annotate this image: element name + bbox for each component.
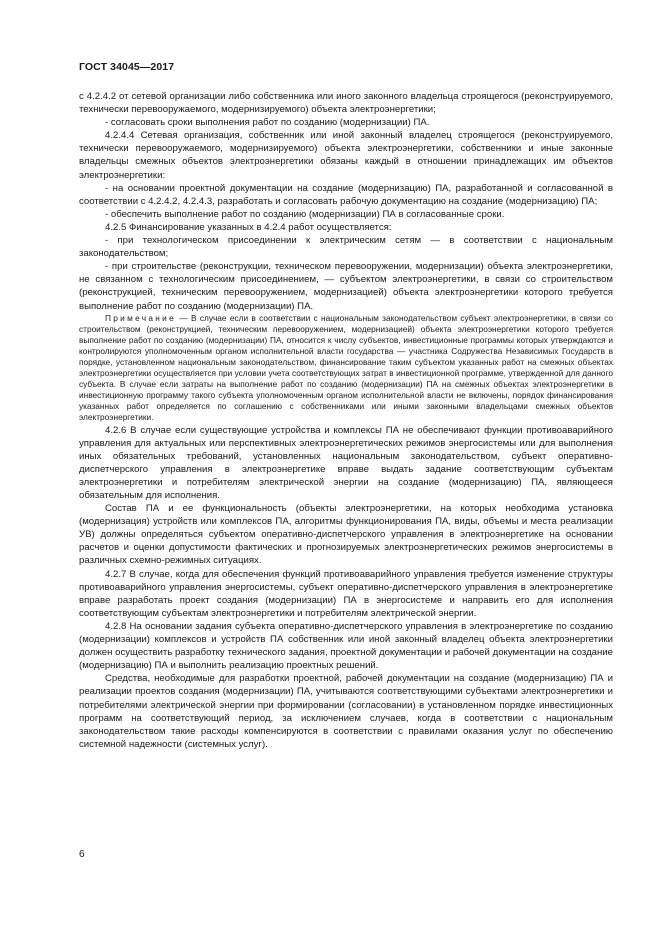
paragraph: 4.2.8 На основании задания субъекта оперативно-диспетчерского управления в электроэнергетике по созданию (модернизации) комплексов и устройств ПА собственник или иной законный владелец объекта электроэнергетики должен осуществить разработку технического задания, проектной документации и рабочей документации на создание (модернизацию) ПА и выполнить реализацию проектных решений. xyxy=(79,620,613,672)
paragraph: 4.2.4.4 Сетевая организация, собственник или иной законный владелец строящегося (реконструируемого, технически перевооружаемого, модернизируемого) объекта электроэнергетики, собственники и иные законные владельцы смежных объектов электроэнергетики обязаны каждый в отношении принадлежащих им объектов электроэнергетики: xyxy=(79,130,613,181)
paragraph: - при технологическом присоединении к электрическим сетям — в соответствии с национальным законодательством; xyxy=(79,235,613,260)
paragraph: - при строительстве (реконструкции, техническом перевооружении, модернизации) объекта электроэнергетики, не связанном с технологическим присоединением, — субъектом электроэнергетики, в связи со строительством (реконструкцией, техническим перевооружением, модернизацией) объекта электроэнергетики которого требуется выполнение работ по созданию (модернизации) ПА. xyxy=(79,261,613,312)
paragraph: 4.2.7 В случае, когда для обеспечения функций противоаварийного управления требуется изменение структуры противоаварийного управления энергосистемы, субъект оперативно-диспетчерского управления в электроэнергетике вправе разработать проект создания (модернизации) ПА в энергосистеме и направить его для исполнения соответствующим субъектам электроэнергетики и потребителям электрической энергии. xyxy=(79,568,613,619)
note-label: Примечание xyxy=(105,312,177,323)
document-header: ГОСТ 34045—2017 xyxy=(79,61,175,73)
paragraph: с 4.2.4.2 от сетевой организации либо собственника или иного законного владельца строящегося (реконструируемого, технически перевооружаемого, модернизируемого) объекта электроэнергетики; xyxy=(79,91,613,116)
note-text: — В случае если в соответствии с национальным законодательством субъект электроэнергетики, в связи со строительством (реконструкцией, техническим перевооружением, модернизацией) объекта электроэнергетики которого требуется выполнение работ по созданию (модернизации) ПА, относится к числу субъектов, инвестиционные программы которых утверждаются и контролируются уполномоченным органом исполнительной власти государства — участника Содружества Независимых Государств в порядке, установленном национальным законодательством, финансирование таким субъектом указанных работ на смежных объектах электроэнергетики осуществляется при условии учета соответствующих затрат в инвестиционной программе, утвержденной для данного субъекта. В случае если затраты на выполнение работ по созданию (модернизации) ПА на смежных объектах электроэнергетики в инвестиционную программу такого субъекта уполномоченным органом исполнительной власти не включены, порядок финансирования указанных работ определяется по соглашению с собственниками или иными законными владельцами смежных объектов электроэнергетики. xyxy=(79,312,613,423)
paragraph: 4.2.6 В случае если существующие устройства и комплексы ПА не обеспечивают функции противоаварийного управления для актуальных или перспективных электроэнергетических режимов энергосистемы или для выполнения иных обязательных требований, установленных национальным законодательством, субъект оперативно-диспетчерского управления в электроэнергетике вправе выдать задание соответствующим субъектам электроэнергетики и потребителям электрической энергии на создание (модернизацию) ПА, являющееся обязательным для исполнения. xyxy=(79,424,613,501)
paragraph: 4.2.5 Финансирование указанных в 4.2.4 работ осуществляется: xyxy=(105,221,392,233)
page-number: 6 xyxy=(79,849,85,860)
paragraph: Состав ПА и ее функциональность (объекты электроэнергетики, на которых необходима установка (модернизация) устройств или комплексов ПА, алгоритмы функционирования ПА, виды, объемы и места реализации УВ) должны определяться субъектом оперативно-диспетчерского управления в электроэнергетике на основании расчетов и оценки допустимости фактических и прогнозируемых электроэнергетических режимов энергосистемы в различных схемно-режимных ситуациях. xyxy=(79,503,613,567)
document-body xyxy=(79,90,613,751)
paragraph: - обеспечить выполнение работ по созданию (модернизации) ПА в согласованные сроки. xyxy=(105,208,505,220)
paragraph: - на основании проектной документации на создание (модернизацию) ПА, разработанной и согласованной в соответствии с 4.2.4.2, 4.2.4.3, разработать и согласовать рабочую документацию на создание (модернизацию) ПА; xyxy=(79,182,613,207)
note xyxy=(79,313,613,424)
paragraph: - согласовать сроки выполнения работ по созданию (модернизации) ПА. xyxy=(105,117,430,129)
paragraph: Средства, необходимые для разработки проектной, рабочей документации на создание (модернизацию) ПА и реализации проектов создания (модернизации) ПА, учитываются соответствующими субъектами электроэнергетики и потребителями электрической энергии при формировании (согласовании) в установленном порядке инвестиционных программ на соответствующий период, за исключением случаев, когда в соответствии с национальным законодательством такие расходы компенсируются в соответствии с правилами оказания услуг по обеспечению системной надежности (системных услуг). xyxy=(79,673,613,750)
